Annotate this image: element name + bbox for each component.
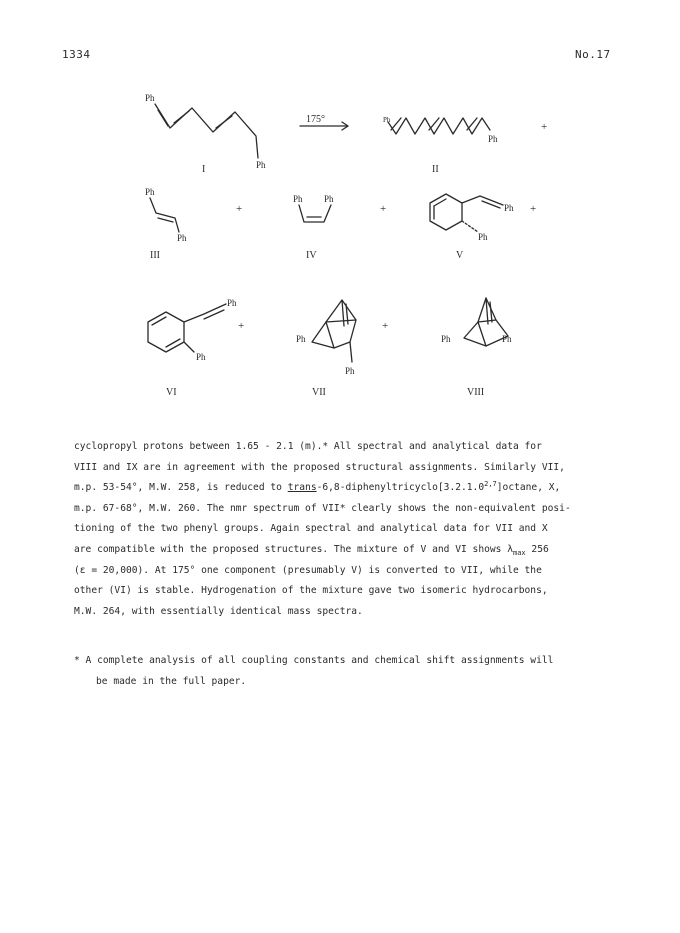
ph-label: Ph [293,194,303,204]
ph-label: Ph [256,160,266,170]
ph-label: Ph [296,334,306,344]
plus-sign: + [238,320,245,332]
page-number: 1334 [62,48,91,61]
body-line: M.W. 264, with essentially identical mass spectra. [74,605,363,617]
body-line: cyclopropyl protons between 1.65 - 2.1 (m).* All spectral and analytical data for [74,441,542,452]
structure-compound-ii [388,118,490,134]
plus-sign: + [236,203,243,215]
ph-label: Ph [227,298,237,308]
compound-label-i: I [202,164,206,175]
body-line: (ε = 20,000). At 175° one component (presumably V) is converted to VII, while the [74,564,542,576]
ph-label: Ph [478,232,488,242]
plus-sign: + [380,203,387,215]
compound-label-vi: VI [166,387,177,398]
ph-label: Ph [383,116,391,124]
structure-compound-vi [148,304,226,352]
journal-issue-number: No.17 [575,48,611,61]
ph-label: Ph [145,93,155,103]
ph-label: Ph [196,352,206,362]
structure-compound-vii [312,300,356,362]
structure-compound-i [155,104,258,158]
body-line: tioning of the two phenyl groups. Again spectral and analytical data for VII and X [74,523,548,535]
plus-sign: + [382,320,389,332]
ph-label: Ph [145,187,155,197]
reaction-scheme [0,0,680,420]
ph-label: Ph [177,233,187,243]
compound-label-iv: IV [306,250,317,261]
body-line: m.p. 67-68°, M.W. 260. The nmr spectrum of VII* clearly shows the non-equivalent posi- [74,502,571,514]
body-line: VIII and IX are in agreement with the proposed structural assignments. Similarly VII, [74,461,565,473]
compound-label-ii: II [432,164,439,175]
body-paragraph [74,437,594,622]
plus-sign: + [541,121,548,133]
ph-label: Ph [441,334,451,344]
compound-label-iii: III [150,250,160,261]
plus-sign: + [530,203,537,215]
body-line: other (VI) is stable. Hydrogenation of the mixture gave two isomeric hydrocarbons, [74,585,548,597]
structure-compound-iii [150,198,179,232]
body-line: are compatible with the proposed structures. The mixture of V and VI shows $\lambda_{max}$ 256 [74,543,549,557]
ph-label: Ph [488,134,498,144]
footnote [74,651,594,692]
body-line: m.p. 53-54°, M.W. 258, is reduced to trans-6,8-diphenyltricyclo[3.2.1.0$^{2,7}$]octane, X, [74,480,561,494]
ph-label: Ph [502,334,512,344]
compound-label-v: V [456,250,464,261]
compound-label-viii: VIII [467,387,485,398]
footnote-line: * A complete analysis of all coupling constants and chemical shift assignments will [74,655,554,666]
ph-label: Ph [504,203,514,213]
ph-label: Ph [324,194,334,204]
compound-label-vii: VII [312,387,326,398]
reaction-condition: 175° [306,114,325,125]
structure-compound-iv [299,205,331,222]
structure-compound-v [430,194,503,232]
footnote-line: be made in the full paper. [96,675,247,687]
ph-label: Ph [345,366,355,376]
